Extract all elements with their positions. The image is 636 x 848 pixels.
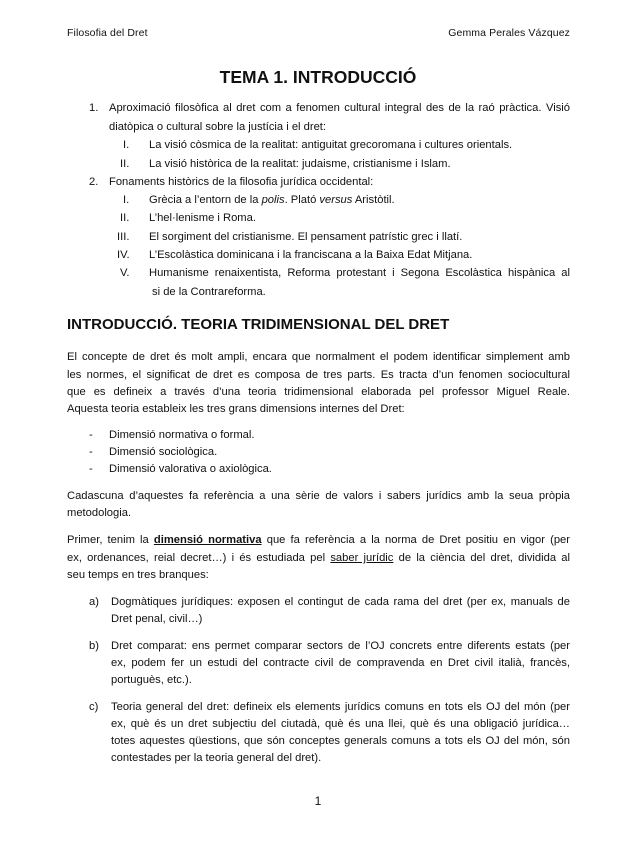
branch-c-label: c) (89, 701, 99, 713)
dimension-dash-2: - (89, 446, 93, 458)
intro-line-4: Aquesta teoria estableix les tres grans dimensions internes del Dret: (67, 403, 405, 415)
para3-line-2: ex, ordenances, reial decret…) i és estudiada pel saber jurídic de la ciència del dret, dividida al (67, 552, 571, 564)
para2-line-1: Cadascuna d’aquestes fa referència a una sèrie de valors i sabers jurídics amb la seua pròpia (67, 490, 570, 502)
dimension-item-1: Dimensió normativa o formal. (109, 429, 255, 441)
outline-item-2-sub1-num: I. (123, 194, 130, 206)
outline-item-2-sub5-line2: si de la Contrareforma. (152, 286, 266, 298)
header-left: Filosofia del Dret (67, 27, 148, 39)
outline-item-1-sub2-text: La visió històrica de la realitat: judaisme, cristianisme i Islam. (149, 158, 451, 170)
outline-item-2-sub5-line1: Humanisme renaixentista, Reforma protestant i Segona Escolàstica hispànica al (149, 267, 570, 279)
branch-a-line-1: Dogmàtiques jurídiques: exposen el contingut de cada rama del dret (per ex, manuals de (111, 596, 570, 608)
intro-line-1: El concepte de dret és molt ampli, encara que normalment el podem identificar simplement amb (67, 351, 570, 363)
intro-line-2: les normes, el significat de dret es composa de tres parts. Es tracta d’un fenomen sociocultural (67, 369, 570, 381)
para3-line-1: Primer, tenim la dimensió normativa que fa referència a la norma de Dret positiu en vigor (per (67, 534, 570, 546)
dimension-dash-3: - (89, 463, 93, 475)
branch-b-line-2: ex, podem fer un estudi del contracte civil de compravenda en Dret civil italià, francès, (111, 657, 570, 669)
dimension-dash-1: - (89, 429, 93, 441)
outline-item-2-sub3-num: III. (117, 231, 130, 243)
branch-c-line-3: totes aquestes qüestions, que són conceptes generals comuns a tots els OJ del món, són (111, 735, 570, 747)
outline-item-2-sub5-num: V. (120, 267, 130, 279)
branch-c-line-2: ex, què és un dret subjectiu del ciutadà, què és una llei, què és una obligació jurídica… (111, 718, 570, 730)
branch-b-label: b) (89, 640, 99, 652)
branch-c-line-4: contestades per la teoria general del dret). (111, 752, 322, 764)
outline-item-1-line1: Aproximació filosòfica al dret com a fenomen cultural integral des de la raó pràctica. Visió (109, 102, 570, 114)
para3-line-3: seu temps en tres branques: (67, 569, 209, 581)
outline-item-2-sub4-text: L’Escolàstica dominicana i la franciscana a la Baixa Edat Mitjana. (149, 249, 473, 261)
page-number: 1 (314, 794, 322, 808)
outline-item-1-sub1-num: I. (123, 139, 130, 151)
header-right: Gemma Perales Vázquez (448, 27, 570, 39)
outline-item-1-sub1-text: La visió còsmica de la realitat: antiguitat grecoromana i cultures orientals. (149, 139, 513, 151)
outline-item-2-sub2-text: L’hel·lenisme i Roma. (149, 212, 256, 224)
outline-item-2-sub2-num: II. (120, 212, 130, 224)
branch-c-line-1: Teoria general del dret: defineix els elements jurídics comuns en tots els OJ del món (per (111, 701, 570, 713)
dimension-item-2: Dimensió sociològica. (109, 446, 218, 458)
outline-item-2-num: 2. (89, 176, 99, 188)
outline-item-1-line2: diatòpica o cultural sobre la justícia i el dret: (109, 121, 327, 133)
outline-item-1-sub2-num: II. (120, 158, 130, 170)
branch-b-line-3: portuguès, etc.). (111, 674, 192, 686)
section-heading: INTRODUCCIÓ. TEORIA TRIDIMENSIONAL DEL DRET (67, 316, 450, 333)
outline-item-2-sub1-text: Grècia a l’entorn de la polis. Plató versus Aristòtil. (149, 194, 395, 206)
outline-item-2-sub3-text: El sorgiment del cristianisme. El pensament patrístic grec i llatí. (149, 231, 463, 243)
branch-a-line-2: Dret penal, civil…) (111, 613, 203, 625)
dimension-item-3: Dimensió valorativa o axiològica. (109, 463, 272, 475)
outline-item-2-text: Fonaments històrics de la filosofia jurídica occidental: (109, 176, 374, 188)
outline-item-1-num: 1. (89, 102, 99, 114)
para2-line-2: metodologia. (67, 507, 132, 519)
branch-b-line-1: Dret comparat: ens permet comparar sectors de l’OJ concrets entre diferents estats (per (111, 640, 570, 652)
outline-item-2-sub4-num: IV. (117, 249, 130, 261)
branch-a-label: a) (89, 596, 99, 608)
page-title: TEMA 1. INTRODUCCIÓ (219, 67, 417, 87)
intro-line-3: que es defineix a través d’una teoria tridimensional elaborada pel professor Miguel Reale. (67, 386, 570, 398)
